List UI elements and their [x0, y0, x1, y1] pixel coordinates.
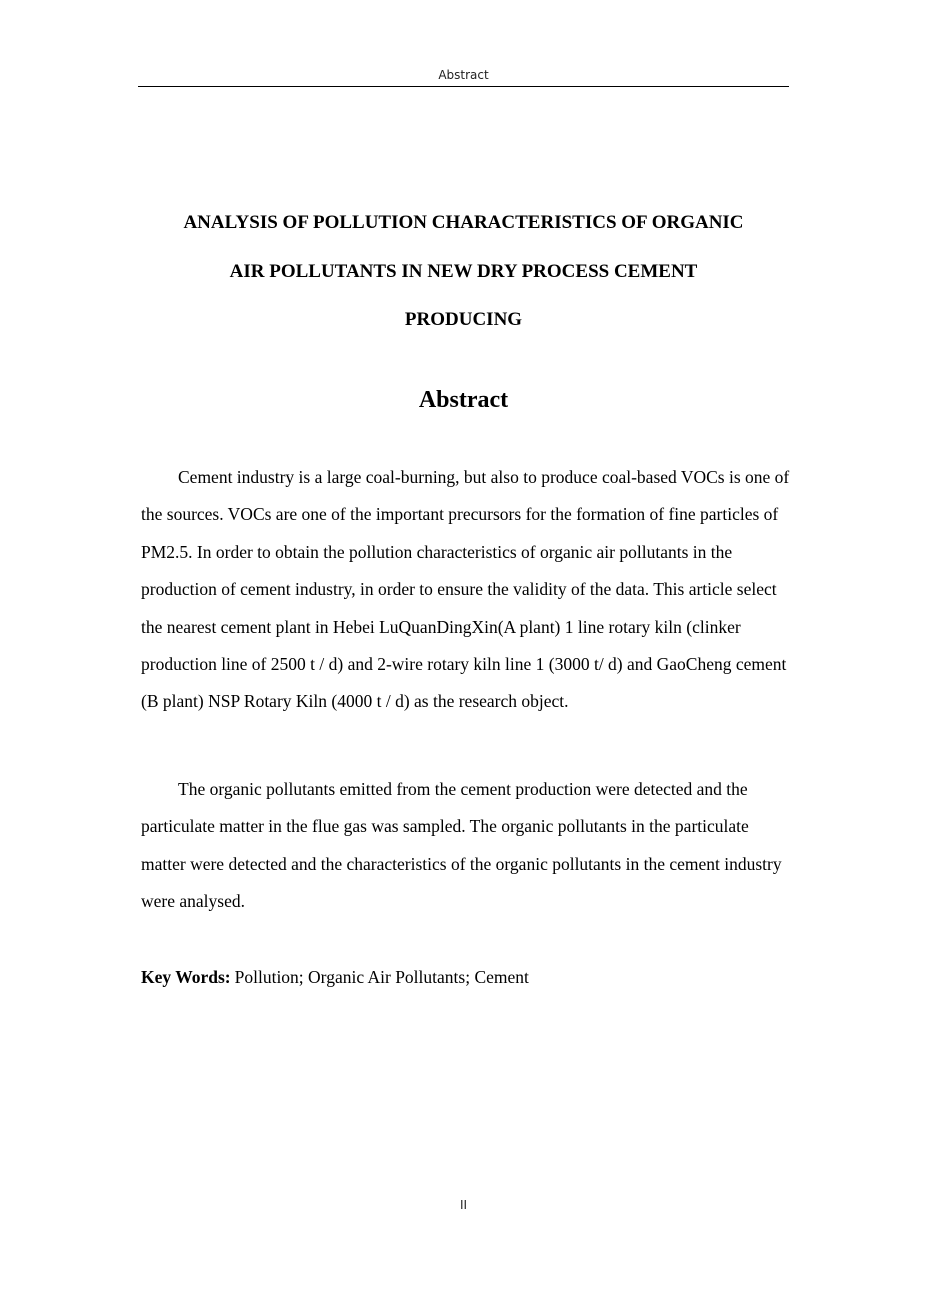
abstract-heading: Abstract — [418, 387, 509, 413]
document-title — [138, 199, 789, 345]
abstract-paragraph-1: Cement industry is a large coal-burning, but also to produce coal-based VOCs is one of the sources. VOCs are one of the important precursors for the formation of fine particles of PM2.5. In order to obtain the pollution characteristics of organic air pollutants in the production of cement industry, in order to ensure the validity of the data. This article select the nearest cement plant in Hebei LuQuanDingXin(A plant) 1 line rotary kiln (clinker production line of 2500 t / d) and 2-wire rotary kiln line 1 (3000 t/ d) and GaoCheng cement (B plant) NSP Rotary Kiln (4000 t / d) as the research object. — [141, 467, 790, 712]
abstract-paragraph-2: The organic pollutants emitted from the cement production were detected and the particulate matter in the flue gas was sampled. The organic pollutants in the particulate matter were detected and the characteristics of the organic pollutants in the cement industry were analysed. — [141, 779, 782, 912]
running-header: Abstract — [438, 68, 489, 82]
title-line-3: PRODUCING — [404, 309, 523, 330]
keywords-label: Key Words: — [141, 967, 231, 987]
title-line-1: ANALYSIS OF POLLUTION CHARACTERISTICS OF ORGANIC — [183, 212, 744, 233]
header-rule — [138, 86, 789, 87]
keywords — [141, 961, 791, 993]
keywords-value: Pollution; Organic Air Pollutants; Cement — [234, 967, 529, 987]
page-number: II — [459, 1198, 468, 1212]
title-line-2: AIR POLLUTANTS IN NEW DRY PROCESS CEMENT — [229, 260, 698, 282]
